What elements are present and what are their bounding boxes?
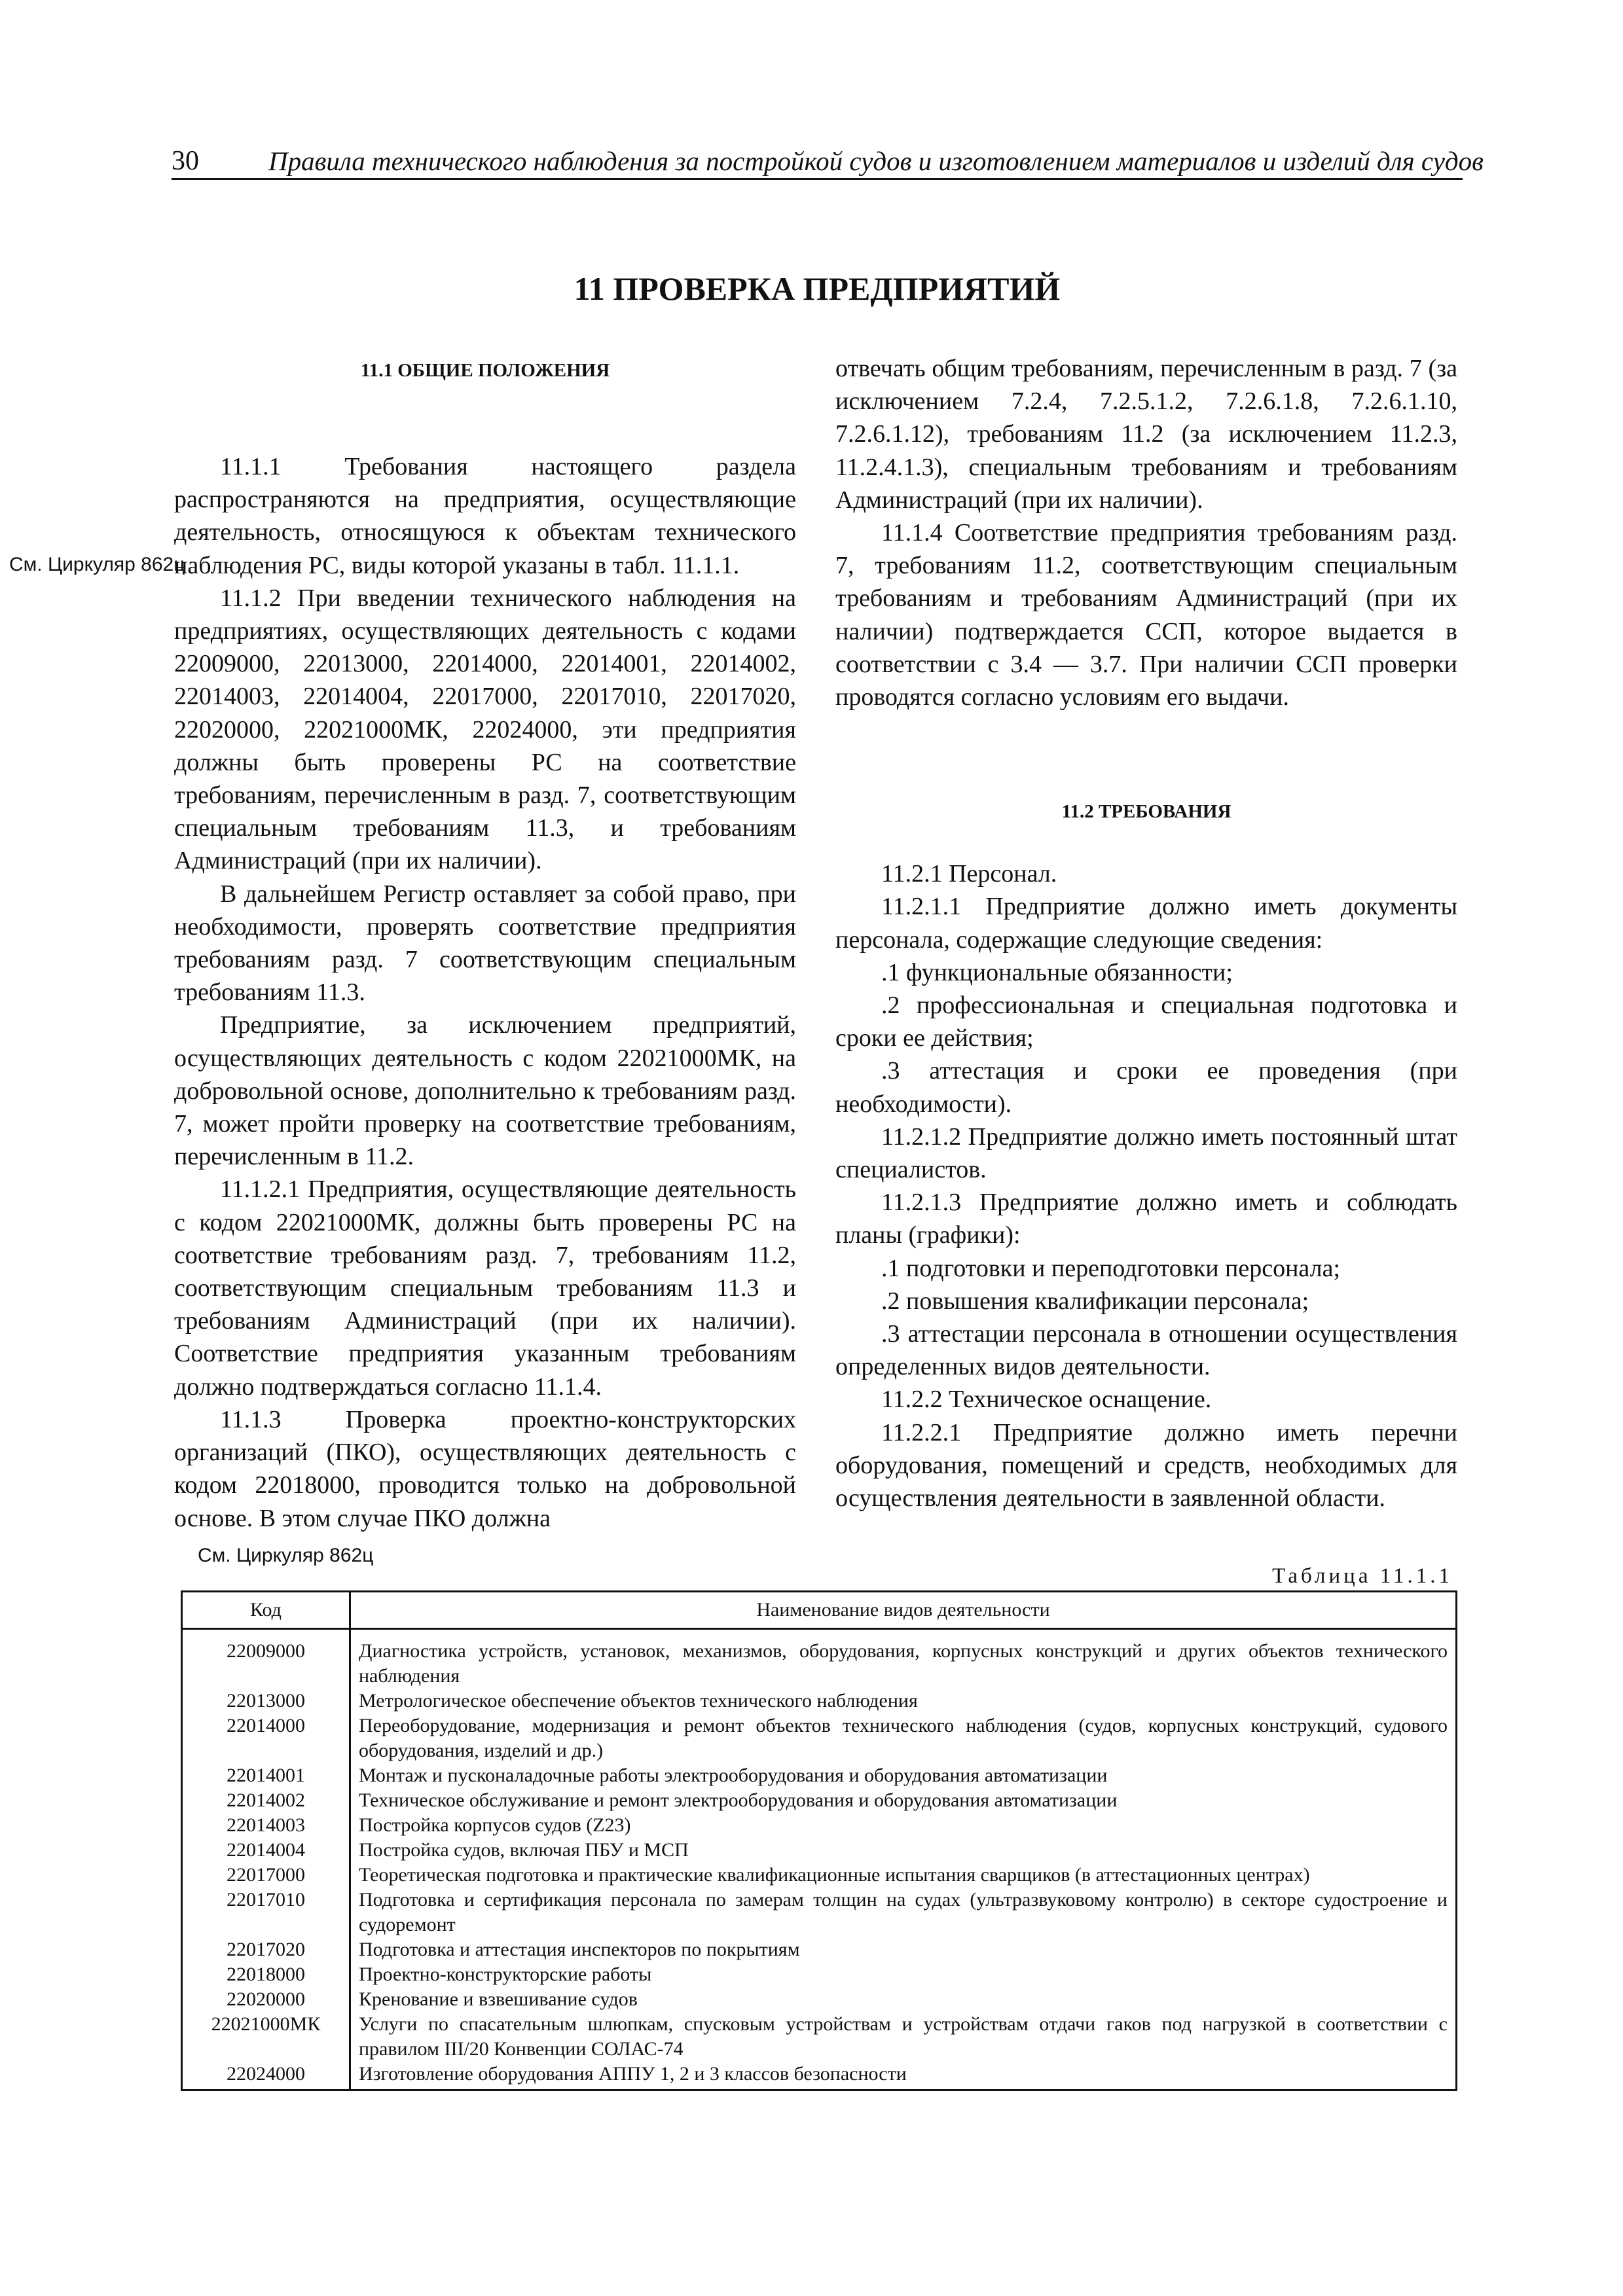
page-number: 30 — [172, 146, 199, 176]
activity-name: Проектно-конструкторские работы — [350, 1962, 1457, 1987]
table-row — [182, 2012, 1457, 2062]
activity-name: Постройка судов, включая ПБУ и МСП — [350, 1838, 1457, 1863]
table-row — [182, 1987, 1457, 2012]
activity-code: 22017020 — [182, 1937, 350, 1962]
right-column — [835, 352, 1457, 1515]
header-activity-name: Наименование видов деятельности — [350, 1592, 1457, 1629]
paragraph: 11.2.1.1 Предприятие должно иметь документы персонала, содержащие следующие сведения: — [835, 893, 1457, 954]
list-item: .1 подготовки и переподготовки персонала; — [881, 1254, 1341, 1282]
paragraph: 11.2.1.2 Предприятие должно иметь постоянный штат специалистов. — [835, 1122, 1457, 1184]
activities-table — [181, 1590, 1457, 2091]
activity-code: 22009000 — [182, 1629, 350, 1689]
activity-code: 22014002 — [182, 1788, 350, 1813]
activity-name: Подготовка и сертификация персонала по замерам толщин на судах (ультразвуковому контролю) в секторе судостроение и судоремонт — [350, 1888, 1457, 1937]
margin-note: См. Циркуляр 862ц — [198, 1545, 374, 1566]
paragraph: Предприятие, за исключением предприятий, осуществляющих деятельность с кодом 22021000МК, на добровольной основе, дополнительно к требованиям разд. 7, может пройти проверку на соответствие требованиям, перечисленным в 11.2. — [174, 1011, 796, 1171]
activity-code: 22014001 — [182, 1763, 350, 1788]
table-row — [182, 1888, 1457, 1937]
paragraph: 11.2.1 Персонал. — [881, 860, 1057, 888]
activity-code: 22017010 — [182, 1888, 350, 1937]
list-item: .3 аттестации персонала в отношении осуществления определенных видов деятельности. — [835, 1320, 1457, 1381]
list-item: .2 профессиональная и специальная подготовка и сроки ее действия; — [835, 992, 1457, 1052]
activity-code: 22020000 — [182, 1987, 350, 2012]
activity-name: Услуги по спасательным шлюпкам, спусковым устройствам и устройствам отдачи гаков под нагрузкой в соответствии с правилом III/20 Конвенции СОЛАС-74 — [350, 2012, 1457, 2062]
running-header: Правила технического наблюдения за постройкой судов и изготовлением материалов и изделий для судов — [268, 146, 1484, 176]
header-rule — [172, 178, 1463, 180]
activity-name: Изготовление оборудования АППУ 1, 2 и 3 классов безопасности — [350, 2062, 1457, 2090]
activity-name: Монтаж и пусконаладочные работы электрооборудования и оборудования автоматизации — [350, 1763, 1457, 1788]
margin-note: См. Циркуляр 862ц — [9, 554, 185, 575]
activity-code: 22021000МК — [182, 2012, 350, 2062]
table-row — [182, 2062, 1457, 2090]
paragraph: 11.2.2 Техническое оснащение. — [881, 1386, 1212, 1414]
table-row — [182, 1713, 1457, 1763]
paragraph: 11.1.1 Требования настоящего раздела распространяются на предприятия, осуществляющие деятельность, относящуюся к объектам технического наблюдения РС, виды которой указаны в табл. 11.1.1. — [174, 453, 796, 579]
paragraph: 11.1.2.1 Предприятия, осуществляющие деятельность с кодом 22021000МК, должны быть проверены РС на соответствие требованиям разд. 7, требованиям 11.2, соответствующим специальным требованиям 11.3 и требованиям Администраций (при их наличии). Соответствие предприятия указанным требованиям должно подтверждаться согласно 11.1.4. — [174, 1175, 796, 1401]
activity-name: Техническое обслуживание и ремонт электрооборудования и оборудования автоматизации — [350, 1788, 1457, 1813]
list-item: .1 функциональные обязанности; — [881, 958, 1233, 986]
list-item: .2 повышения квалификации персонала; — [881, 1287, 1309, 1315]
section-heading: 11.2 ТРЕБОВАНИЯ — [1061, 801, 1231, 823]
activity-code: 22018000 — [182, 1962, 350, 1987]
table-row — [182, 1838, 1457, 1863]
activity-name: Теоретическая подготовка и практические квалификационные испытания сварщиков (в аттестационных центрах) — [350, 1863, 1457, 1888]
section-heading: 11.1 ОБЩИЕ ПОЛОЖЕНИЯ — [360, 360, 610, 381]
table-caption: Таблица 11.1.1 — [1272, 1564, 1453, 1588]
paragraph: 11.1.3 Проверка проектно-конструкторских организаций (ПКО), осуществляющих деятельность с кодом 22018000, проводится только на добровольной основе. В этом случае ПКО должна — [174, 1405, 796, 1532]
activity-code: 22014003 — [182, 1813, 350, 1838]
paragraph: отвечать общим требованиям, перечисленным в разд. 7 (за исключением 7.2.4, 7.2.5.1.2, 7.2.6.1.8, 7.2.6.1.10, 7.2.6.1.12), требованиям 11.2 (за исключением 11.2.3, 11.2.4.1.3), специальным требованиям и требованиям Администраций (при их наличии). — [835, 355, 1457, 514]
table-row — [182, 1629, 1457, 1689]
table-row — [182, 1962, 1457, 1987]
table-row — [182, 1763, 1457, 1788]
table-row — [182, 1788, 1457, 1813]
paragraph: 11.2.1.3 Предприятие должно иметь и соблюдать планы (графики): — [835, 1189, 1457, 1249]
table-row — [182, 1863, 1457, 1888]
paragraph: 11.1.2 При введении технического наблюдения на предприятиях, осуществляющих деятельность с кодами 22009000, 22013000, 22014000, 22014001, 22014002, 22014003, 22014004, 22017000, 22017010, 22017020, 22020000, 22021000МК, 22024000, эти предприятия должны быть проверены РС на соответствие требованиям, перечисленным в разд. 7, соответствующим специальным требованиям 11.3, и требованиям Администраций (при их наличии). — [174, 584, 796, 875]
activity-name: Кренование и взвешивание судов — [350, 1987, 1457, 2012]
activity-code: 22017000 — [182, 1863, 350, 1888]
activity-name: Постройка корпусов судов (Z23) — [350, 1813, 1457, 1838]
activity-code: 22024000 — [182, 2062, 350, 2090]
left-column — [174, 353, 796, 1535]
header-code: Код — [182, 1592, 350, 1629]
activity-code: 22014000 — [182, 1713, 350, 1763]
activity-code: 22013000 — [182, 1689, 350, 1713]
table-row — [182, 1813, 1457, 1838]
chapter-title: 11 ПРОВЕРКА ПРЕДПРИЯТИЙ — [574, 270, 1061, 307]
paragraph: 11.2.2.1 Предприятие должно иметь перечни оборудования, помещений и средств, необходимых для осуществления деятельности в заявленной области. — [835, 1418, 1457, 1513]
activity-name: Метрологическое обеспечение объектов технического наблюдения — [350, 1689, 1457, 1713]
activity-name: Подготовка и аттестация инспекторов по покрытиям — [350, 1937, 1457, 1962]
activity-name: Переоборудование, модернизация и ремонт объектов технического наблюдения (судов, корпусных конструкций, судового оборудования, изделий и др.) — [350, 1713, 1457, 1763]
activity-name: Диагностика устройств, установок, механизмов, оборудования, корпусных конструкций и других объектов технического наблюдения — [350, 1629, 1457, 1689]
table-row — [182, 1937, 1457, 1962]
table-row — [182, 1689, 1457, 1713]
activity-code: 22014004 — [182, 1838, 350, 1863]
paragraph: В дальнейшем Регистр оставляет за собой право, при необходимости, проверять соответствие предприятия требованиям разд. 7 соответствующим специальным требованиям 11.3. — [174, 880, 796, 1007]
table-header-row — [182, 1592, 1457, 1629]
list-item: .3 аттестация и сроки ее проведения (при необходимости). — [835, 1057, 1457, 1118]
paragraph: 11.1.4 Соответствие предприятия требованиям разд. 7, требованиям 11.2, соответствующим специальным требованиям и требованиям Администраций (при их наличии) подтверждается ССП, которое выдается в соответствии с 3.4 — 3.7. При наличии ССП проверки проводятся согласно условиям его выдачи. — [835, 519, 1457, 711]
